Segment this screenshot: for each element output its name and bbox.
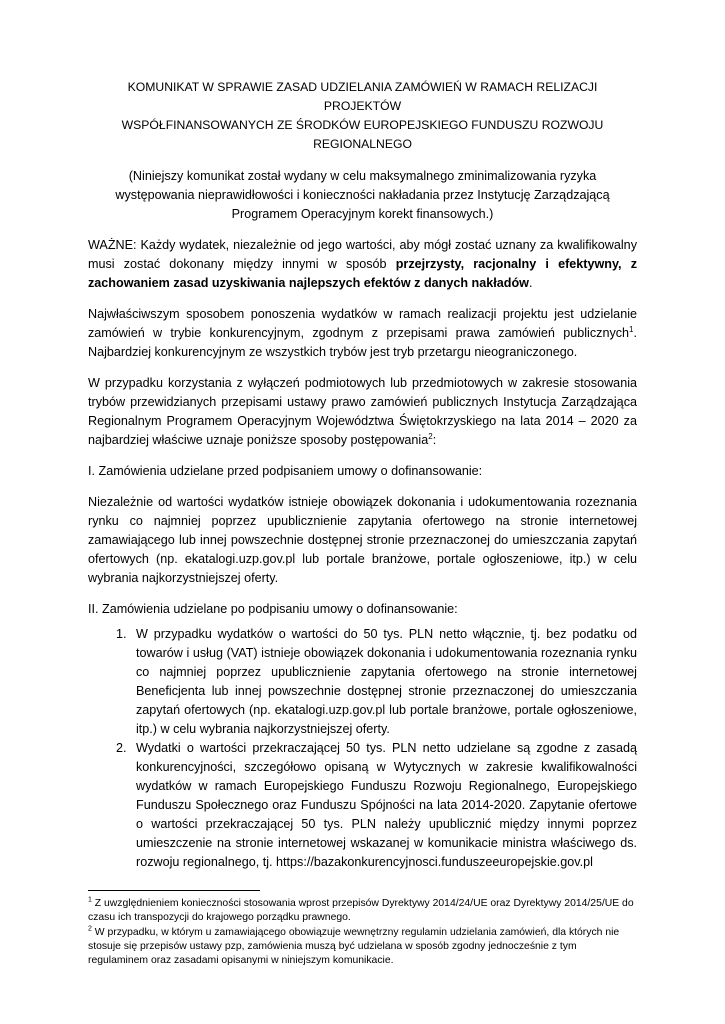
important-note-end: . <box>528 276 533 290</box>
title-line-1: KOMUNIKAT W SPRAWIE ZASAD UDZIELANIA ZAMÓWIEŃ W RAMACH RELIZACJI PROJEKTÓW <box>127 80 598 113</box>
list-item: 1. W przypadku wydatków o wartości do 50 tys. PLN netto włącznie, tj. bez podatku od towarów i usług (VAT) istnieje obowiązek dokonania i udokumentowania rozeznania rynku co najmniej poprzez upublicznienie zapytania ofertowego na stronie internetowej Beneficjenta lub innej powszechnie dostępnej stronie przeznaczonej do umieszczania zapytań ofertowych (np. ekatalogi.uzp.gov.pl lub portale branżowe, portale ogłoszeniowe, itp.) w celu wybrania najkorzystniejszej oferty. <box>130 625 637 739</box>
footnote-1 <box>88 897 637 925</box>
paragraph-exemptions <box>88 374 637 450</box>
footnote-separator <box>88 890 260 891</box>
title-line-2: WSPÓŁFINANSOWANYCH ZE ŚRODKÓW EUROPEJSKIEGO FUNDUSZU ROZWOJU REGIONALNEGO <box>121 118 604 151</box>
important-note-lead: WAŻNE: Każdy wydatek, niezależnie od jego wartości, aby mógł zostać uznany za kwalifikowalny musi zostać dokonany między innymi w sposób <box>88 238 637 271</box>
footnote-mark-2: 2 <box>88 925 92 933</box>
paragraph-2-text: W przypadku korzystania z wyłączeń podmiotowych lub przedmiotowych w zakresie stosowania trybów przewidzianych przepisami ustawy prawo zamówień publicznych Instytucja Zarządzająca Regionalnym Programem Operacyjnym Województwa Świętokrzyskiego na lata 2014 – 2020 za najbardziej właściwe uznaje poniższe sposoby postępowania <box>88 376 637 447</box>
section-2-heading: II. Zamówienia udzielane po podpisaniu umowy o dofinansowanie: <box>88 602 458 616</box>
footnote-2-text: W przypadku, w którym u zamawiającego obowiązuje wewnętrzny regulamin udzielania zamówień, dla których nie stosuje się przepisów ustawy pzp, zamówienia muszą być udzielana w sposób zgodny jednocześnie z tym regulaminem oraz zasadami opisanymi w niniejszym komunikacie. <box>88 927 620 966</box>
paragraph-1-tail: . Najbardziej konkurencyjnym ze wszystkich trybów jest tryb przetargu nieograniczonego. <box>88 326 637 359</box>
footnote-2 <box>88 926 637 968</box>
paragraph-1-text: Najwłaściwszym sposobem ponoszenia wydatków w ramach realizacji projektu jest udzielanie zamówień w trybie konkurencyjnym, zgodnym z przepisami prawa zamówień publicznych <box>88 307 637 340</box>
section-1-text: Niezależnie od wartości wydatków istnieje obowiązek dokonania i udokumentowania rozeznania rynku co najmniej poprzez upublicznienie zapytania ofertowego na stronie internetowej zamawiającego lub innej powszechnie dostępnej stronie przeznaczonej do umieszczania zapytań ofertowych (np. ekatalogi.uzp.gov.pl lub portale branżowe, portale ogłoszeniowe, itp.) w celu wybrania najkorzystniejszej oferty. <box>88 495 637 585</box>
footnote-1-text: Z uwzględnieniem konieczności stosowania wprost przepisów Dyrektywy 2014/24/UE oraz Dyrektywy 2014/25/UE do czasu ich transpozycji do krajowego porządku prawnego. <box>88 898 634 923</box>
document-subtitle: (Niniejszy komunikat został wydany w celu maksymalnego zminimalizowania ryzyka występowania nieprawidłowości i konieczności nakładania przez Instytucję Zarządzającą Programem Operacyjnym korekt finansowych.) <box>115 169 610 221</box>
important-note-bold: przejrzysty, racjonalny i efektywny, z zachowaniem zasad uzyskiwania najlepszych efektów z danych nakładów <box>88 257 637 290</box>
important-note <box>88 236 637 293</box>
footnote-ref-1[interactable]: 1 <box>629 324 634 334</box>
section-2-list <box>88 625 637 872</box>
document-title <box>88 78 637 154</box>
footnote-mark-1: 1 <box>88 896 92 904</box>
paragraph-2-tail: : <box>432 433 437 447</box>
paragraph-competitive-procedure <box>88 305 637 362</box>
section-1-heading: I. Zamówienia udzielane przed podpisaniem umowy o dofinansowanie: <box>88 464 483 478</box>
list-item: 2. Wydatki o wartości przekraczającej 50 tys. PLN netto udzielane są zgodne z zasadą konkurencyjności, szczegółowo opisaną w Wytycznych w zakresie kwalifikowalności wydatków w ramach Europejskiego Funduszu Rozwoju Regionalnego, Europejskiego Funduszu Społecznego oraz Funduszu Spójności na lata 2014-2020. Zapytanie ofertowe o wartości przekraczającej 50 tys. PLN należy upublicznić między innymi poprzez umieszczenie na stronie internetowej wskazanej w komunikacie ministra właściwego ds. rozwoju regionalnego, tj. https://bazakonkurencyjnosci.funduszeeuropejskie.gov.pl <box>130 739 637 872</box>
footnote-ref-2[interactable]: 2 <box>428 431 433 441</box>
